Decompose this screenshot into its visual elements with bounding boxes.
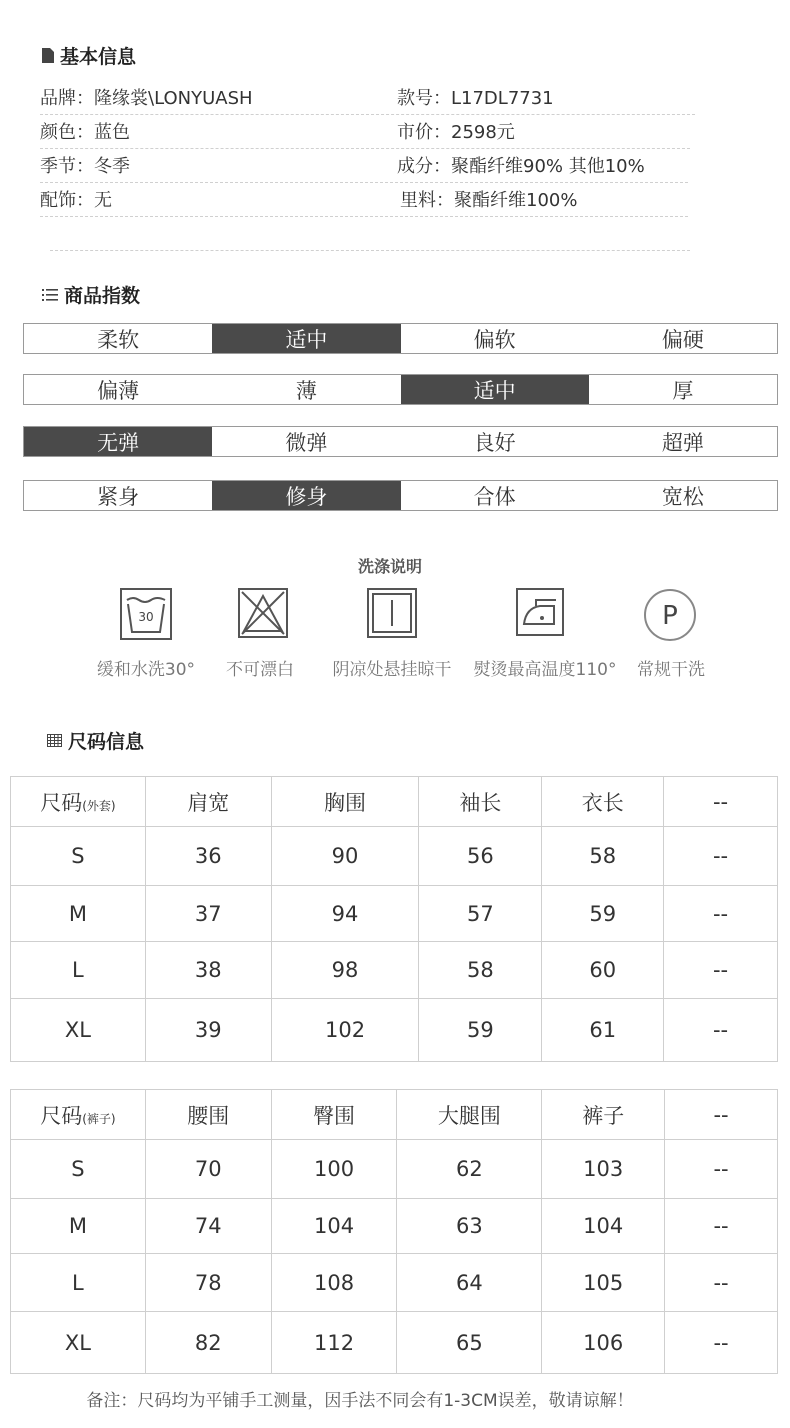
index-option: 偏硬 (661, 327, 704, 352)
table-cell: 58 (419, 942, 542, 999)
index-option-selected: 修身 (212, 481, 400, 510)
table-header-cell: 尺码(外套) (11, 777, 146, 827)
index-bar (23, 374, 778, 405)
iron-110-icon (516, 588, 564, 636)
product-index-title: 商品指数 (64, 285, 141, 307)
table-row (11, 827, 778, 886)
table-cell: 57 (419, 886, 542, 942)
wash-label: 熨烫最高温度110° (473, 660, 617, 680)
table-cell: 64 (397, 1254, 542, 1312)
table-header-cell: 衣长 (542, 777, 664, 827)
table-cell: XL (11, 1312, 146, 1374)
table-cell: 104 (542, 1199, 665, 1254)
table-row (11, 942, 778, 999)
index-option-selected: 无弹 (24, 427, 212, 456)
divider (40, 114, 695, 115)
divider (40, 182, 688, 183)
table-cell: -- (664, 942, 778, 999)
table-cell: 59 (542, 886, 664, 942)
divider (50, 250, 690, 251)
index-option: 合体 (473, 484, 516, 509)
basic-info-heading (42, 42, 136, 69)
calendar-grid-icon (47, 734, 62, 747)
info-season: 季节：冬季 (40, 156, 130, 177)
table-cell: 70 (145, 1140, 271, 1199)
index-option: 紧身 (97, 484, 140, 509)
index-bar (23, 480, 778, 511)
info-brand: 品牌：隆缘裳\LONYUASH (40, 88, 253, 109)
index-option: 微弹 (285, 430, 328, 455)
table-cell: -- (665, 1312, 778, 1374)
table-header-cell: -- (664, 777, 778, 827)
index-option: 良好 (473, 430, 516, 455)
table-row (11, 999, 778, 1062)
index-option: 薄 (295, 378, 317, 403)
svg-text:P: P (662, 601, 678, 631)
table-header-row (11, 777, 778, 827)
divider (40, 148, 690, 149)
table-cell: 65 (397, 1312, 542, 1374)
table-header-cell: 袖长 (419, 777, 542, 827)
table-cell: -- (665, 1254, 778, 1312)
table-cell: 74 (145, 1199, 271, 1254)
table-cell: 105 (542, 1254, 665, 1312)
table-cell: 103 (542, 1140, 665, 1199)
index-option: 厚 (672, 378, 694, 403)
table-cell: S (11, 1140, 146, 1199)
index-bar (23, 323, 778, 354)
table-cell: 37 (145, 886, 271, 942)
wash-30-icon (120, 588, 172, 640)
index-bar (23, 426, 778, 457)
table-cell: 36 (145, 827, 271, 886)
document-icon (42, 48, 54, 63)
product-index-heading (42, 281, 140, 308)
table-cell: 106 (542, 1312, 665, 1374)
table-header-row (11, 1090, 778, 1140)
wash-label: 常规干洗 (637, 660, 705, 680)
wash-label: 缓和水洗30° (96, 660, 196, 680)
table-cell: -- (664, 999, 778, 1062)
info-price: 市价：2598元 (397, 122, 515, 143)
table-cell: L (11, 1254, 146, 1312)
table-cell: 82 (145, 1312, 271, 1374)
table-cell: 100 (271, 1140, 397, 1199)
table-row (11, 1254, 778, 1312)
table-cell: 39 (145, 999, 271, 1062)
wash-label: 不可漂白 (226, 660, 294, 680)
size-info-title: 尺码信息 (68, 731, 145, 753)
index-option-selected: 适中 (401, 375, 589, 404)
table-row (11, 1140, 778, 1199)
list-icon (42, 288, 58, 301)
info-accessory: 配饰：无 (40, 190, 112, 211)
table-cell: 90 (271, 827, 419, 886)
table-header-cell: 尺码(裤子) (11, 1090, 146, 1140)
table-cell: 98 (271, 942, 419, 999)
basic-info-title: 基本信息 (60, 46, 137, 68)
jacket-size-table (10, 776, 778, 1062)
table-cell: -- (664, 827, 778, 886)
info-lining: 里料：聚酯纤维100% (400, 190, 578, 211)
table-cell: XL (11, 999, 146, 1062)
table-cell: 61 (542, 999, 664, 1062)
table-cell: 58 (542, 827, 664, 886)
table-header-note: (裤子) (82, 1111, 116, 1126)
table-header-cell: 裤子 (542, 1090, 665, 1140)
table-header-cell: -- (665, 1090, 778, 1140)
pants-size-table (10, 1089, 778, 1374)
table-header-cell: 胸围 (271, 777, 419, 827)
table-cell: 59 (419, 999, 542, 1062)
table-cell: L (11, 942, 146, 999)
index-option: 偏软 (473, 327, 516, 352)
table-header-note: (外套) (82, 798, 116, 813)
info-material: 成分：聚酯纤维90% 其他10% (397, 156, 645, 177)
table-cell: -- (664, 886, 778, 942)
table-cell: -- (665, 1140, 778, 1199)
wash-title: 洗涤说明 (357, 557, 422, 576)
size-info-heading (47, 727, 144, 754)
index-option: 柔软 (97, 327, 140, 352)
table-cell: 104 (271, 1199, 397, 1254)
table-cell: 63 (397, 1199, 542, 1254)
table-header-cell: 大腿围 (397, 1090, 542, 1140)
table-row (11, 1199, 778, 1254)
table-cell: 56 (419, 827, 542, 886)
table-row (11, 1312, 778, 1374)
svg-text:30: 30 (138, 610, 154, 624)
table-cell: 94 (271, 886, 419, 942)
index-option: 超弹 (661, 430, 704, 455)
table-cell: S (11, 827, 146, 886)
table-cell: 102 (271, 999, 419, 1062)
table-header-cell: 臀围 (271, 1090, 397, 1140)
dry-clean-p-icon (643, 588, 697, 642)
table-row (11, 886, 778, 942)
shade-drip-dry-icon (367, 588, 417, 638)
table-cell: M (11, 886, 146, 942)
table-cell: -- (665, 1199, 778, 1254)
table-cell: 38 (145, 942, 271, 999)
index-option: 偏薄 (97, 378, 140, 403)
table-header-cell: 腰围 (145, 1090, 271, 1140)
index-option-selected: 适中 (212, 324, 400, 353)
index-option: 宽松 (661, 484, 704, 509)
divider (40, 216, 688, 217)
info-style-no: 款号：L17DL7731 (397, 88, 554, 109)
table-cell: 112 (271, 1312, 397, 1374)
table-cell: 62 (397, 1140, 542, 1199)
wash-label: 阴凉处悬挂晾干 (332, 660, 452, 680)
info-color: 颜色：蓝色 (40, 122, 130, 143)
table-header-cell: 肩宽 (145, 777, 271, 827)
no-bleach-icon (238, 588, 288, 638)
table-cell: M (11, 1199, 146, 1254)
size-note: 备注：尺码均为平铺手工测量，因手法不同会有1-3CM误差，敬请谅解！ (86, 1391, 634, 1411)
table-cell: 78 (145, 1254, 271, 1312)
table-cell: 108 (271, 1254, 397, 1312)
table-cell: 60 (542, 942, 664, 999)
